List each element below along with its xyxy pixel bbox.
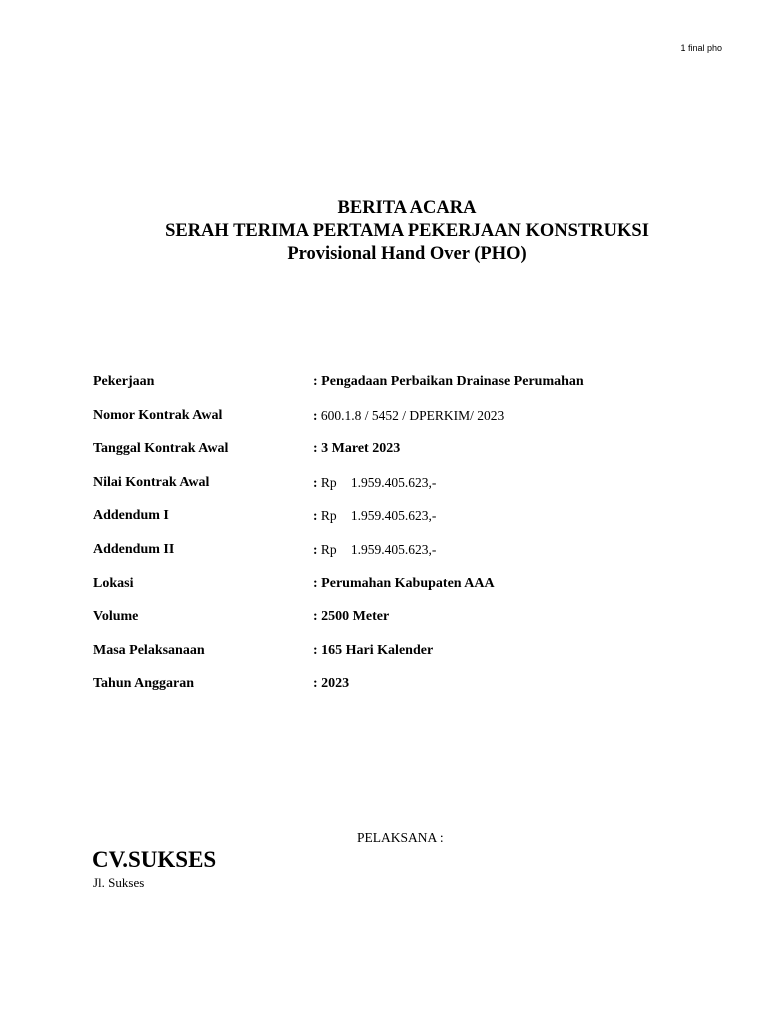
field-row-tahun-anggaran (93, 676, 733, 710)
company-name: CV.SUKSES (92, 847, 217, 872)
field-colon: : (313, 508, 318, 524)
field-value (313, 542, 436, 558)
currency-label: Rp (320, 541, 337, 557)
document-title (0, 197, 768, 266)
field-label: Lokasi (93, 575, 134, 591)
field-label: Nilai Kontrak Awal (93, 474, 210, 490)
field-value-text: Pengadaan Perbaikan Drainase Perumahan (321, 374, 584, 389)
field-value-text: Perumahan Kabupaten AAA (321, 575, 495, 591)
company-address: Jl. Sukses (93, 875, 145, 890)
field-value (313, 508, 436, 524)
field-colon: : (313, 609, 318, 625)
field-value-text: 600.1.8 / 5452 / DPERKIM/ 2023 (320, 407, 505, 423)
field-colon: : (313, 642, 318, 658)
field-value (313, 609, 389, 625)
field-row-nilai-kontrak (93, 475, 733, 509)
field-value (313, 475, 436, 491)
field-colon: : (313, 676, 318, 692)
field-value-text: 165 Hari Kalender (321, 642, 434, 658)
field-value (313, 676, 349, 692)
title-line-3: Provisional Hand Over (PHO) (287, 244, 527, 264)
contract-fields (93, 374, 733, 710)
field-label: Volume (93, 609, 139, 625)
currency-label: Rp (320, 508, 337, 524)
field-value-text: 3 Maret 2023 (321, 441, 401, 457)
page-label: 1 final pho (680, 43, 722, 53)
field-value (313, 643, 433, 659)
field-value (313, 441, 400, 457)
field-label: Nomor Kontrak Awal (93, 407, 223, 423)
field-row-addendum-1 (93, 508, 733, 542)
field-row-pekerjaan (93, 374, 733, 408)
field-colon: : (313, 575, 318, 591)
title-line-1: BERITA ACARA (337, 198, 477, 218)
amount-text: 1.959.405.623,- (350, 508, 437, 524)
amount-text: 1.959.405.623,- (350, 474, 437, 490)
field-row-masa-pelaksanaan (93, 643, 733, 677)
field-row-tanggal-kontrak (93, 441, 733, 475)
field-label: Masa Pelaksanaan (93, 642, 205, 658)
field-row-addendum-2 (93, 542, 733, 576)
currency-label: Rp (320, 474, 337, 490)
field-colon: : (313, 441, 318, 457)
field-value (313, 374, 584, 390)
field-colon: : (313, 407, 318, 423)
field-value-text: 2500 Meter (321, 609, 390, 625)
field-label: Addendum I (93, 508, 169, 524)
field-row-volume (93, 609, 733, 643)
amount-text: 1.959.405.623,- (350, 541, 437, 557)
field-value (313, 576, 495, 592)
field-row-nomor-kontrak (93, 408, 733, 442)
field-label: Tahun Anggaran (93, 676, 195, 692)
field-label: Addendum II (93, 541, 175, 557)
field-row-lokasi (93, 576, 733, 610)
title-line-2: SERAH TERIMA PERTAMA PEKERJAAN KONSTRUKSI (165, 221, 649, 241)
field-colon: : (313, 474, 318, 490)
field-value-text: 2023 (321, 676, 350, 692)
field-colon: : (313, 541, 318, 557)
field-label: Pekerjaan (93, 374, 155, 389)
field-colon: : (313, 374, 318, 389)
field-value (313, 408, 504, 424)
signature-role: PELAKSANA : (357, 830, 444, 845)
field-label: Tanggal Kontrak Awal (93, 441, 229, 457)
